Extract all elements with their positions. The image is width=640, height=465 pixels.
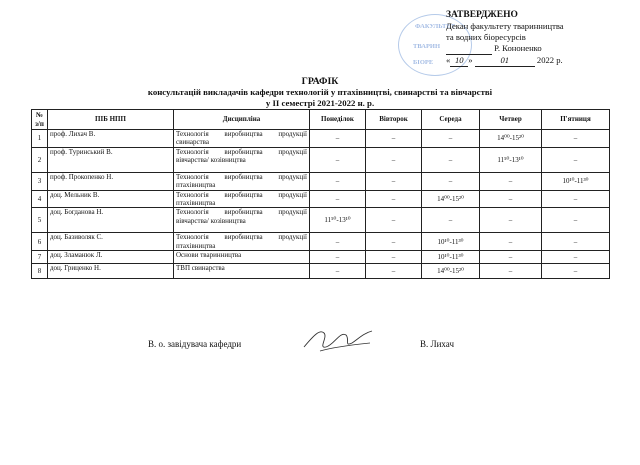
table-row xyxy=(32,251,610,264)
approval-line: та водних біоресурсів xyxy=(446,32,526,42)
discipline-name: Технологія виробництва продукції свинарства xyxy=(174,130,310,148)
signer-prefix: Р. xyxy=(494,43,501,53)
tuesday-time: – xyxy=(366,147,422,172)
handwritten-signature xyxy=(300,325,375,355)
wednesday-time: 14⁰⁰-15²⁰ xyxy=(422,264,480,279)
signature-line xyxy=(446,43,492,55)
tuesday-time: – xyxy=(366,172,422,190)
friday-time: 10¹⁰-11³⁰ xyxy=(542,172,610,190)
discipline-name: Основи тваринництва xyxy=(174,251,310,264)
approval-block xyxy=(446,10,626,67)
tuesday-time: – xyxy=(366,264,422,279)
discipline-name: Технологія виробництва продукції птахівництва xyxy=(174,172,310,190)
friday-time: – xyxy=(542,233,610,251)
friday-time: – xyxy=(542,190,610,208)
header-num: № з/п xyxy=(32,110,48,130)
wednesday-time: – xyxy=(422,208,480,233)
approval-signer xyxy=(446,43,626,55)
wednesday-time: – xyxy=(422,130,480,148)
teacher-name: проф. Прокопенко Н. xyxy=(48,172,174,190)
discipline-name: Технологія виробництва продукції птахівництва xyxy=(174,233,310,251)
stamp-text: БІОРЕ xyxy=(413,59,434,66)
document-title-block xyxy=(0,76,640,109)
monday-time: – xyxy=(310,147,366,172)
thursday-time: – xyxy=(480,264,542,279)
tuesday-time: – xyxy=(366,208,422,233)
row-number: 4 xyxy=(32,190,48,208)
signer-name: Кононенко xyxy=(502,43,542,53)
table-row xyxy=(32,147,610,172)
date-month: 01 xyxy=(475,55,535,67)
friday-time: – xyxy=(542,208,610,233)
header-discipline: Дисципліна xyxy=(174,110,310,130)
header-monday: Понеділок xyxy=(310,110,366,130)
friday-time: – xyxy=(542,147,610,172)
thursday-time: 11⁵⁰-13¹⁰ xyxy=(480,147,542,172)
table-row xyxy=(32,172,610,190)
monday-time: – xyxy=(310,130,366,148)
stamp-text: ФАКУЛЬТЕТ xyxy=(415,23,456,30)
row-number: 7 xyxy=(32,251,48,264)
consultation-schedule-table xyxy=(31,109,610,279)
row-number: 1 xyxy=(32,130,48,148)
table-row xyxy=(32,208,610,233)
row-number: 6 xyxy=(32,233,48,251)
tuesday-time: – xyxy=(366,130,422,148)
table-row xyxy=(32,130,610,148)
thursday-time: – xyxy=(480,172,542,190)
thursday-time: – xyxy=(480,190,542,208)
footer-role: В. о. завідувача кафедри xyxy=(148,339,242,349)
document-title: ГРАФІК xyxy=(301,76,339,87)
approval-line: Декан факультету тваринництва xyxy=(446,21,564,31)
wednesday-time: 10¹⁰-11³⁰ xyxy=(422,233,480,251)
table-row xyxy=(32,190,610,208)
table-header-row xyxy=(32,110,610,130)
document-subtitle: консультацій викладачів кафедри технологій у птахівництві, свинарстві та вівчарстві xyxy=(147,87,493,97)
monday-time: 11⁵⁰-13¹⁰ xyxy=(310,208,366,233)
tuesday-time: – xyxy=(366,190,422,208)
discipline-name: ТВП свинарства xyxy=(174,264,310,279)
friday-time: – xyxy=(542,251,610,264)
date-day: 10 xyxy=(450,55,468,67)
teacher-name: проф. Туринський В. xyxy=(48,147,174,172)
approval-date: « 10 » 01 2022 р. xyxy=(446,55,563,65)
discipline-name: Технологія виробництва продукції вівчарства/ козівництва xyxy=(174,147,310,172)
thursday-time: – xyxy=(480,251,542,264)
monday-time: – xyxy=(310,190,366,208)
thursday-time: – xyxy=(480,208,542,233)
tuesday-time: – xyxy=(366,251,422,264)
footer-name: В. Лихач xyxy=(420,339,454,349)
date-year: 2022 р. xyxy=(536,55,563,65)
document-semester: у ІІ семестрі 2021-2022 н. р. xyxy=(265,98,375,108)
monday-time: – xyxy=(310,264,366,279)
row-number: 3 xyxy=(32,172,48,190)
table-row xyxy=(32,233,610,251)
header-tuesday: Вівторок xyxy=(366,110,422,130)
row-number: 2 xyxy=(32,147,48,172)
header-thursday: Четвер xyxy=(480,110,542,130)
teacher-name: доц. Богданова Н. xyxy=(48,208,174,233)
row-number: 8 xyxy=(32,264,48,279)
approval-heading: ЗАТВЕРДЖЕНО xyxy=(446,10,518,20)
table-row xyxy=(32,264,610,279)
teacher-name: доц. Базиволяк С. xyxy=(48,233,174,251)
monday-time: – xyxy=(310,172,366,190)
wednesday-time: 14⁰⁰-15²⁰ xyxy=(422,190,480,208)
discipline-name: Технологія виробництва продукції вівчарства/ козівництва xyxy=(174,208,310,233)
teacher-name: доц. Зламанюк Л. xyxy=(48,251,174,264)
wednesday-time: – xyxy=(422,172,480,190)
teacher-name: доц. Мельник В. xyxy=(48,190,174,208)
header-name: ПІБ НПП xyxy=(48,110,174,130)
thursday-time: – xyxy=(480,233,542,251)
friday-time: – xyxy=(542,130,610,148)
discipline-name: Технологія виробництва продукції птахівництва xyxy=(174,190,310,208)
thursday-time: 14⁰⁰-15²⁰ xyxy=(480,130,542,148)
row-number: 5 xyxy=(32,208,48,233)
tuesday-time: – xyxy=(366,233,422,251)
monday-time: – xyxy=(310,251,366,264)
header-wednesday: Середа xyxy=(422,110,480,130)
wednesday-time: – xyxy=(422,147,480,172)
teacher-name: проф. Лихач В. xyxy=(48,130,174,148)
monday-time: – xyxy=(310,233,366,251)
teacher-name: доц. Гриценко Н. xyxy=(48,264,174,279)
header-friday: П'ятниця xyxy=(542,110,610,130)
stamp-text: ТВАРИН xyxy=(413,43,441,50)
friday-time: – xyxy=(542,264,610,279)
wednesday-time: 10¹⁰-11³⁰ xyxy=(422,251,480,264)
